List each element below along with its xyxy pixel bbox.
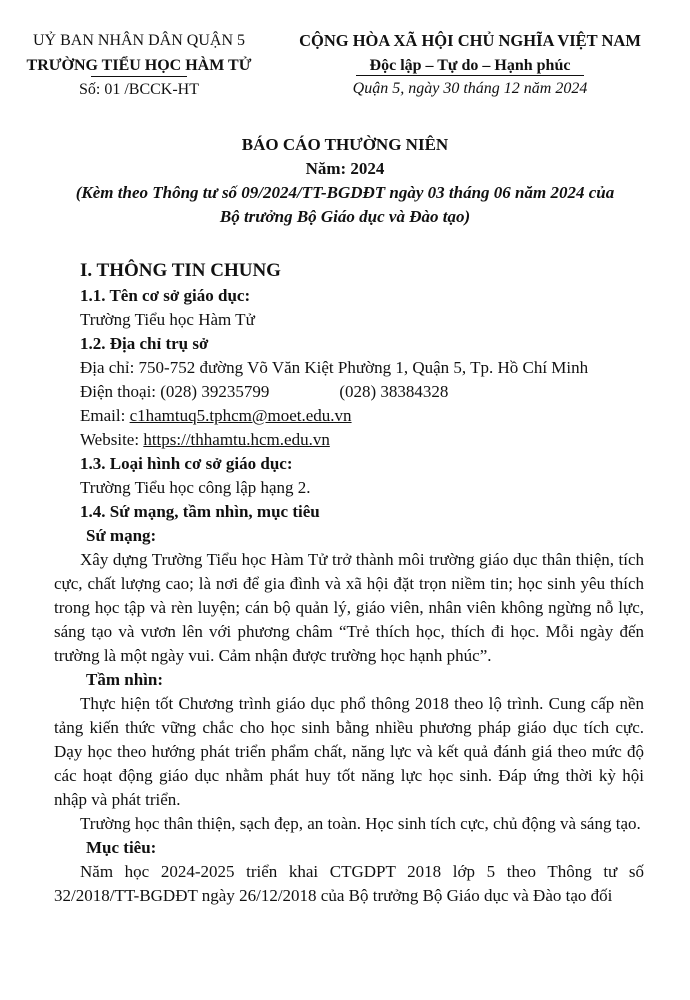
section-heading-general-info: I. THÔNG TIN CHUNG [80,260,281,281]
website-link[interactable]: https://thhamtu.hcm.edu.vn [143,430,330,449]
goal-paragraph: Năm học 2024-2025 triển khai CTGDPT 2018 lớp 5 theo Thông tư số 32/2018/TT-BGDĐT ngày 26/12/2018 của Bộ trưởng Bộ Giáo dục và Đào tạo đối [54,862,644,905]
phone-line [80,380,644,404]
national-title: CỘNG HÒA XÃ HỘI CHỦ NGHĨA VIỆT NAM [299,31,641,50]
email-link[interactable]: c1hamtuq5.tphcm@moet.edu.vn [129,406,352,425]
header-right [270,28,670,101]
mission-paragraph: Xây dựng Trường Tiểu học Hàm Tử trở thành môi trường giáo dục thân thiện, tích cực, chất lượng cao; là nơi để gia đình và xã hội đặt trọn niềm tin; học sinh yêu thích trong học tập và rèn luyện; cán bộ quản lý, giáo viên, nhân viên không ngừng nỗ lực, sáng tạo và vươn lên với phương châm “Trẻ thích học, thích đi học. Mỗi ngày đến trường là một ngày vui. Cảm nhận được trường học hạnh phúc”. [54,550,644,665]
email-line [80,404,644,428]
title-block [0,133,690,229]
document-date: Quận 5, ngày 30 tháng 12 năm 2024 [352,80,588,97]
address-line: Địa chỉ: 750-752 đường Võ Văn Kiệt Phường 1, Quận 5, Tp. Hồ Chí Minh [80,358,589,377]
report-reference-line2: Bộ trưởng Bộ Giáo dục và Đào tạo) [219,207,471,226]
vision-heading: Tầm nhìn: [86,670,163,689]
vision-paragraph-1: Thực hiện tốt Chương trình giáo dục phổ thông 2018 theo lộ trình. Cung cấp nền tảng kiến thức vững chắc cho học sinh bằng nhiều phương pháp giáo dục tích cực. Dạy học theo hướng phát triển phẩm chất, năng lực và kết quả đánh giá theo mức độ các hoạt động giáo dục nhằm phát huy tốt năng lực học sinh. Đáp ứng thời kỳ hội nhập và phát triển. [54,694,644,809]
district-committee: UỶ BAN NHÂN DÂN QUẬN 5 [33,32,245,49]
institution-type-value: Trường Tiểu học công lập hạng 2. [80,478,311,497]
national-motto: Độc lập – Tự do – Hạnh phúc [369,57,571,74]
subsection-heading-1-1: 1.1. Tên cơ sở giáo dục: [80,286,251,305]
document-number: Số: 01 /BCCK-HT [78,81,199,98]
subsection-heading-1-3: 1.3. Loại hình cơ sở giáo dục: [80,454,293,473]
website-label: Website: [80,430,144,449]
report-reference-line1: (Kèm theo Thông tư số 09/2024/TT-BGDĐT ngày 03 tháng 06 năm 2024 của [75,183,615,202]
goal-heading: Mục tiêu: [86,838,157,857]
website-line [80,428,644,452]
phone-secondary: (028) 38384328 [339,382,449,401]
report-body [54,254,644,908]
phone-primary: Điện thoại: (028) 39235799 [80,382,270,401]
vision-paragraph-2: Trường học thân thiện, sạch đẹp, an toàn. Học sinh tích cực, chủ động và sáng tạo. [80,814,641,833]
email-label: Email: [80,406,130,425]
subsection-heading-1-4: 1.4. Sứ mạng, tầm nhìn, mục tiêu [80,502,320,521]
subsection-heading-1-2: 1.2. Địa chỉ trụ sở [80,334,209,353]
report-title: BÁO CÁO THƯỜNG NIÊN [241,135,449,154]
school-name-value: Trường Tiểu học Hàm Tử [80,310,255,329]
report-year: Năm: 2024 [305,159,385,178]
mission-heading: Sứ mạng: [86,526,157,545]
school-name: TRƯỜNG TIỂU HỌC HÀM TỬ [26,57,252,74]
header-left [14,28,264,102]
